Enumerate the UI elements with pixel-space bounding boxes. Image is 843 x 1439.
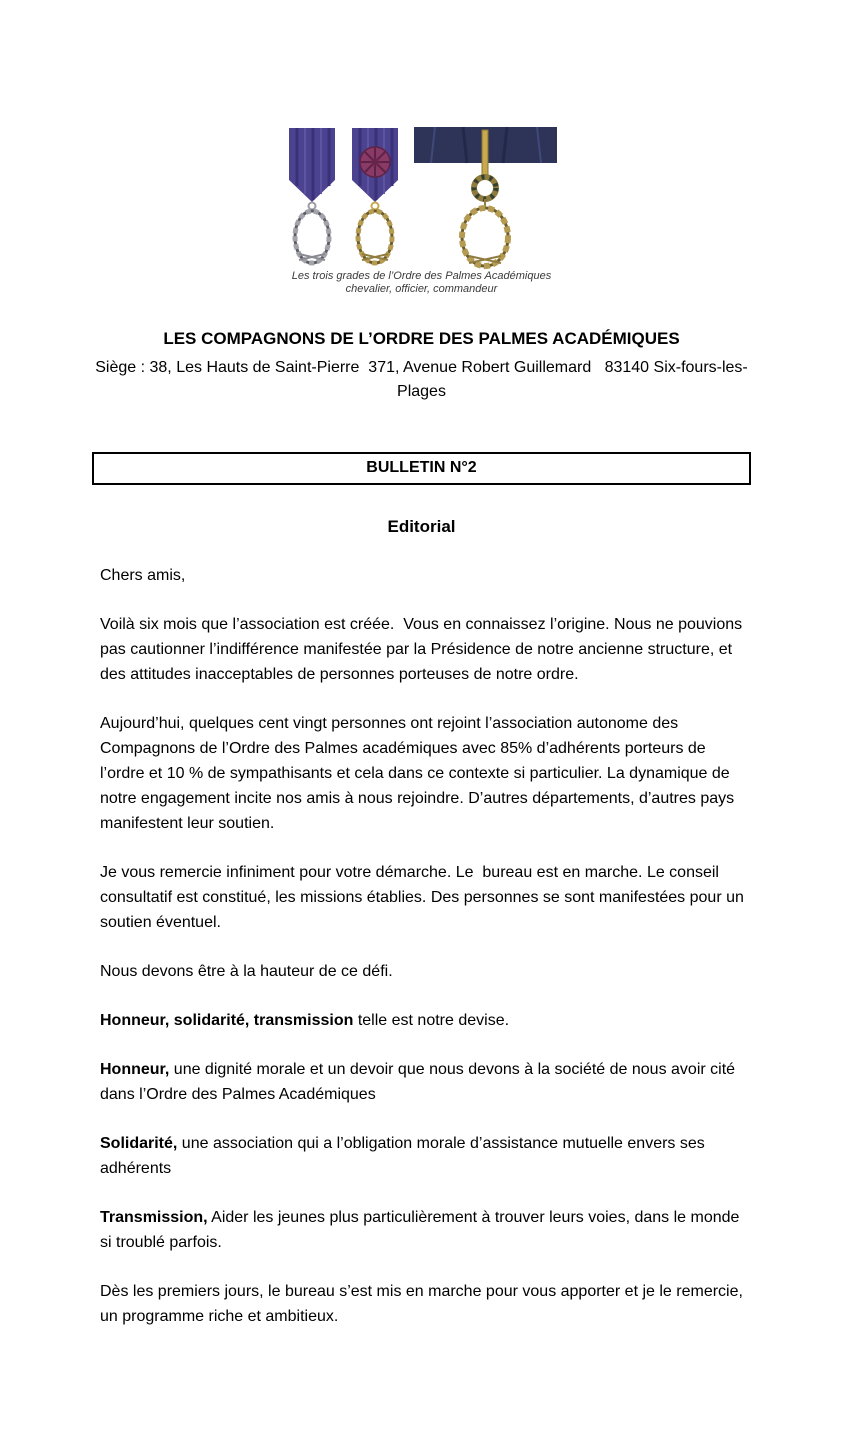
- medal-chevalier: [289, 128, 335, 263]
- paragraph-text: Je vous remercie infiniment pour votre démarche. Le bureau est en marche. Le conseil consultatif est constitué, les missions établies. Des personnes se sont manifestées pour un soutien éventuel.: [100, 864, 749, 931]
- medal-officier: [352, 128, 398, 263]
- paragraph-text: une dignité morale et un devoir que nous devons à la société de nous avoir cité dans l’Ordre des Palmes Académiques: [100, 1061, 740, 1103]
- paragraph: [100, 860, 750, 935]
- salutation: Chers amis,: [100, 567, 186, 584]
- paragraph: [100, 1057, 750, 1107]
- bulletin-label: BULLETIN N°2: [366, 459, 477, 476]
- paragraph: [100, 612, 750, 687]
- medals-image: [285, 120, 559, 296]
- paragraph: [100, 1205, 750, 1255]
- paragraph-text: Voilà six mois que l’association est créée. Vous en connaissez l’origine. Nous ne pouvions pas cautionner l’indifférence manifestée par la Présidence de notre ancienne structure, et des attitudes inacceptables de personnes porteuses de notre ordre.: [100, 616, 747, 683]
- document-title: LES COMPAGNONS DE L’ORDRE DES PALMES ACADÉMIQUES: [163, 329, 680, 348]
- figure-caption-line2: chevalier, officier, commandeur: [345, 283, 498, 295]
- paragraph-bold-lead: Transmission,: [100, 1209, 208, 1226]
- address: [0, 356, 843, 404]
- medal-commandeur: [414, 127, 557, 266]
- paragraph-bold-lead: Honneur,: [100, 1061, 170, 1078]
- paragraph-text: Nous devons être à la hauteur de ce défi.: [100, 963, 393, 980]
- paragraph-text: Aujourd’hui, quelques cent vingt personnes ont rejoint l’association autonome des Compagnons de l’Ordre des Palmes académiques avec 85% d’adhérents porteurs de l’ordre et 10 % de sympathisants et cela dans ce contexte si particulier. La dynamique de notre engagement incite nos amis à nous rejoindre. D’autres départements, d’autres pays manifestent leur soutien.: [100, 715, 739, 832]
- paragraph: [100, 1008, 750, 1033]
- paragraph-text: Aider les jeunes plus particulièrement à trouver leurs voies, dans le monde si troublé parfois.: [100, 1209, 744, 1251]
- paragraph-bold-lead: Honneur, solidarité, transmission: [100, 1012, 354, 1029]
- commandeur-hanger: [482, 130, 488, 176]
- paragraph: [100, 1279, 750, 1329]
- bulletin-title-box: [92, 452, 751, 485]
- paragraph: [100, 711, 750, 836]
- paragraph: [100, 959, 750, 984]
- paragraph-text: une association qui a l’obligation morale d’assistance mutuelle envers ses adhérents: [100, 1135, 710, 1177]
- address-line1: Siège : 38, Les Hauts de Saint-Pierre 371, Avenue Robert Guillemard 83140 Six-fours-les-: [95, 359, 748, 376]
- paragraph-text: Dès les premiers jours, le bureau s’est mis en marche pour vous apporter et je le remercie, un programme riche et ambitieux.: [100, 1283, 748, 1325]
- address-line2: Plages: [397, 383, 446, 400]
- medals-illustration: [285, 120, 559, 270]
- editorial-body: [100, 563, 750, 1329]
- paragraph-bold-lead: Solidarité,: [100, 1135, 178, 1152]
- editorial-heading: Editorial: [387, 517, 456, 536]
- figure-caption-line1: Les trois grades de l’Ordre des Palmes Académiques: [291, 270, 552, 282]
- paragraph: [100, 1131, 750, 1181]
- paragraph-text: telle est notre devise.: [353, 1012, 510, 1029]
